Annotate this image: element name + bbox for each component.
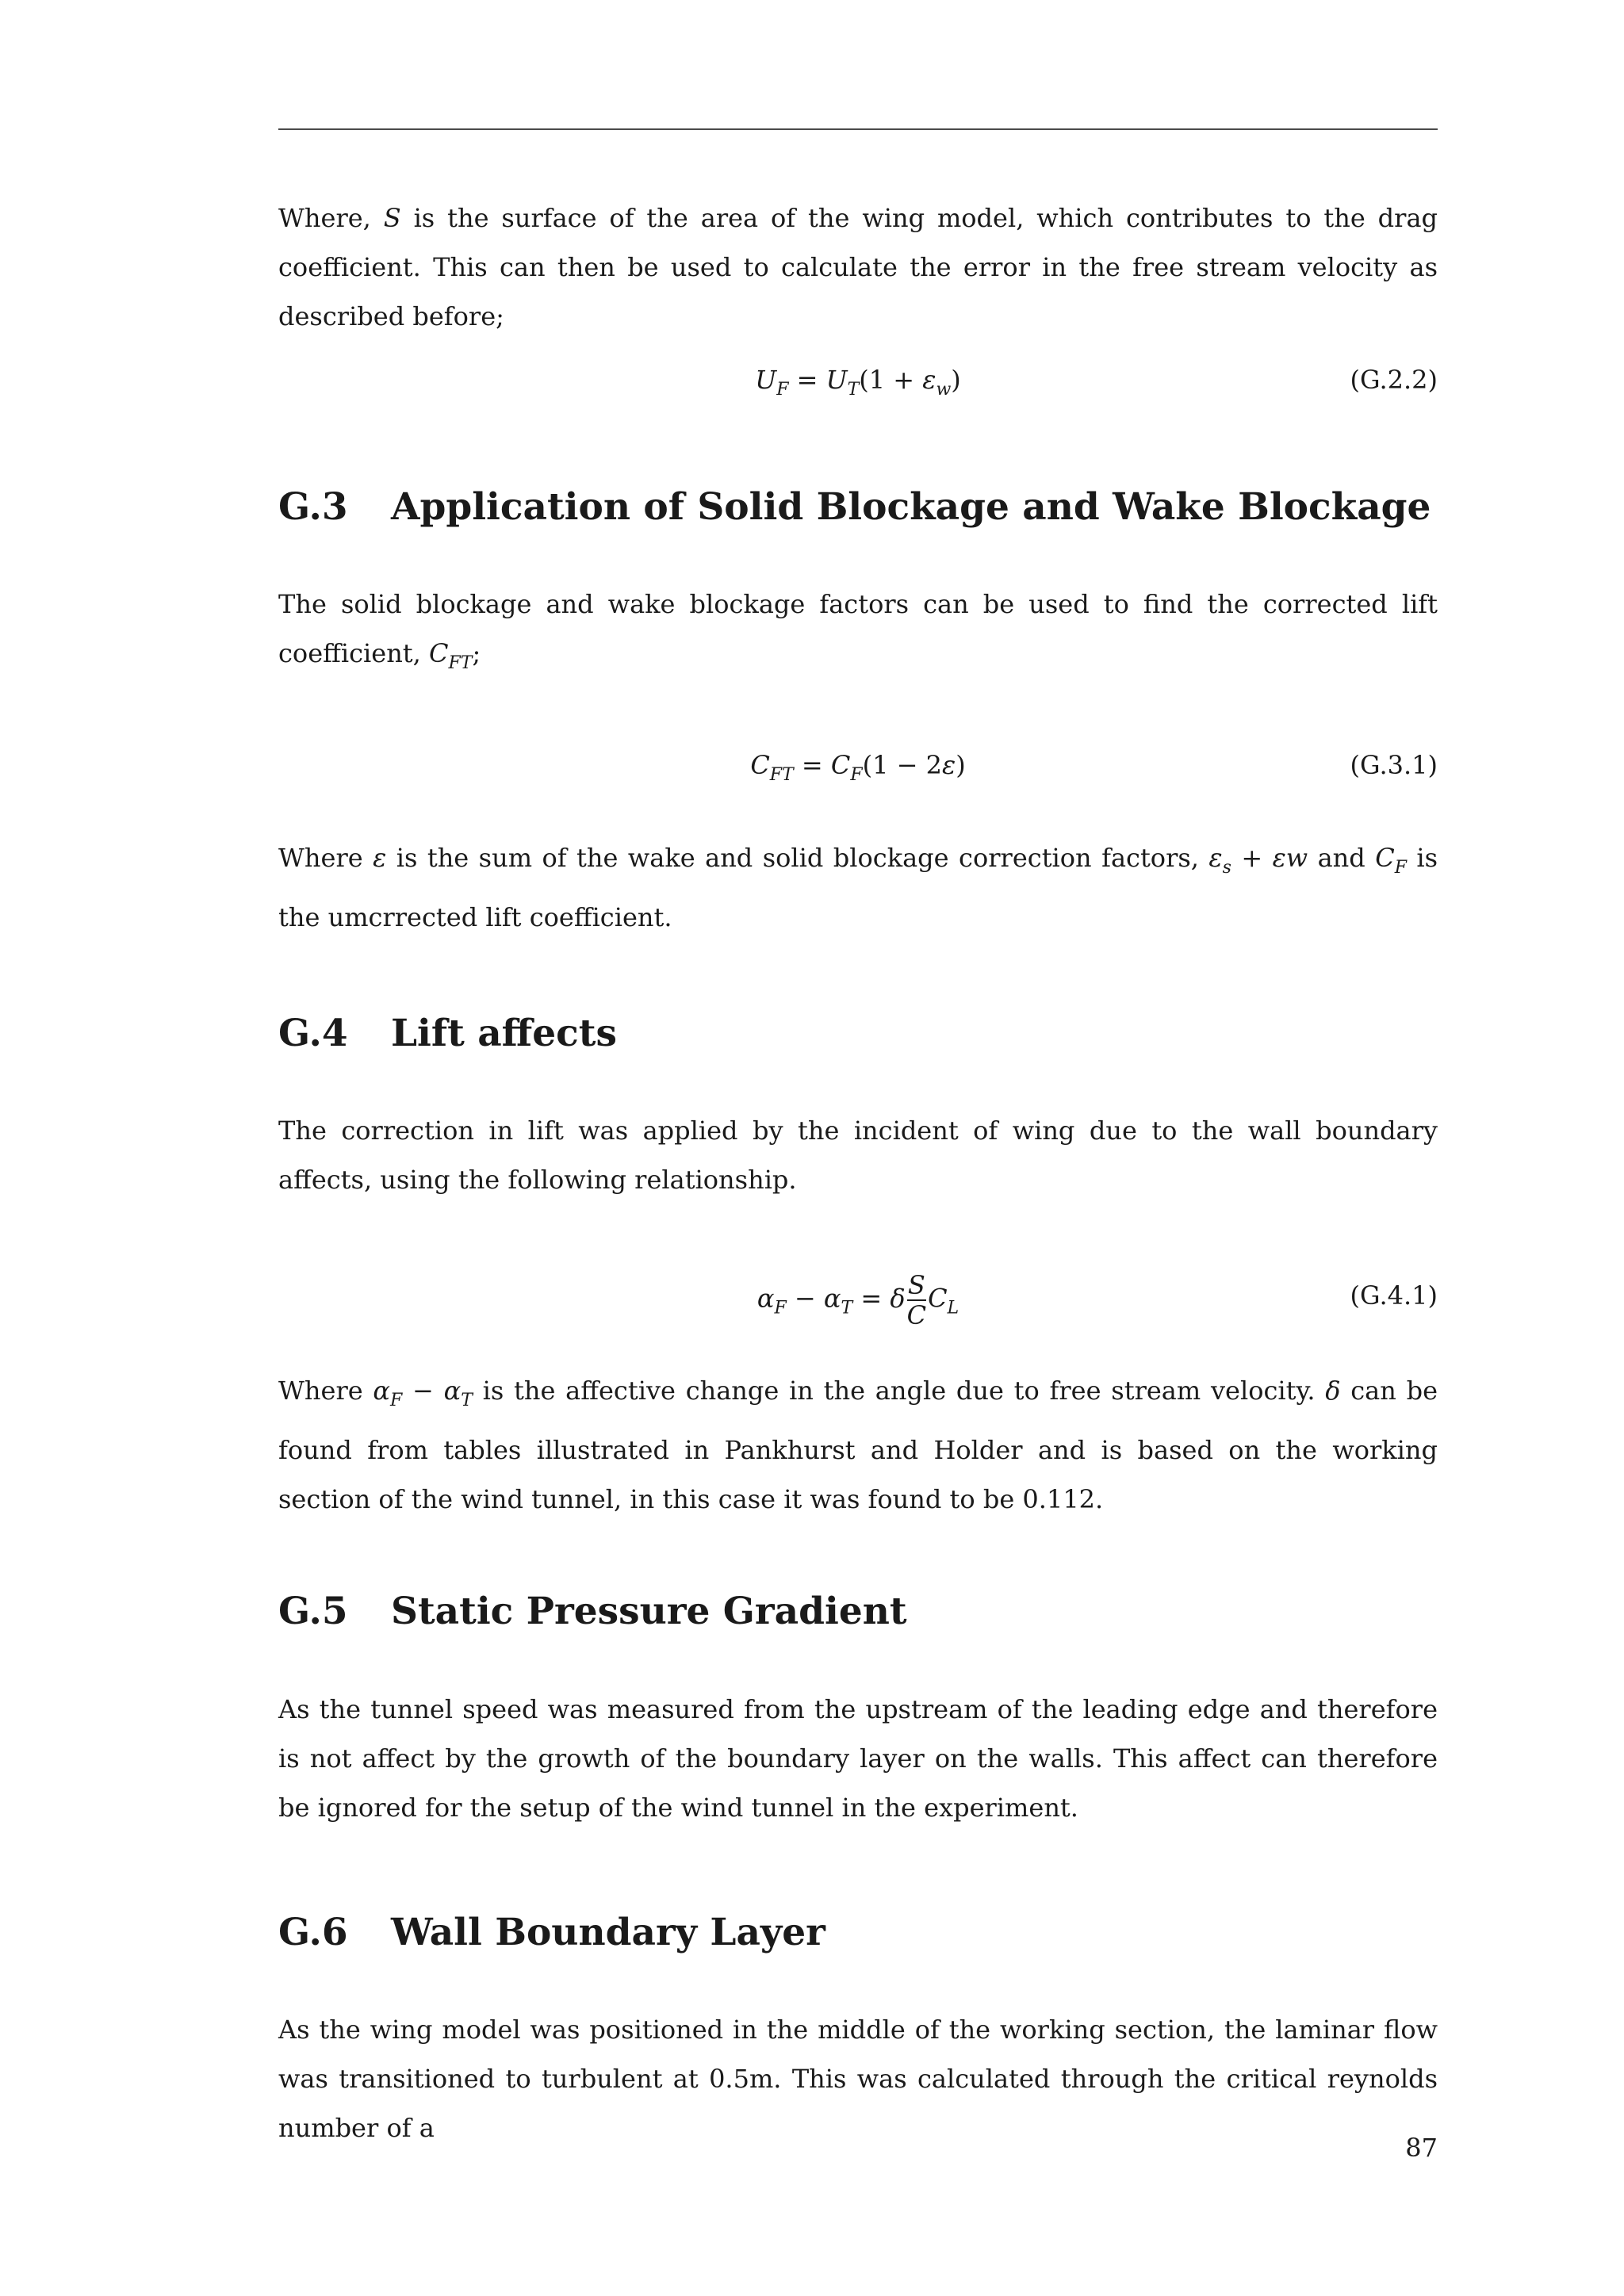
equation-number: (G.4.1) bbox=[1350, 1280, 1438, 1311]
math-subscript: s bbox=[1222, 858, 1231, 878]
paragraph-correction-factors bbox=[278, 833, 1438, 942]
text: is the umcrrected lift coefficient. bbox=[278, 843, 1438, 932]
math-symbol: C bbox=[429, 638, 449, 668]
math-symbol: ε bbox=[942, 750, 956, 780]
section-title: Wall Boundary Layer bbox=[391, 1911, 825, 1954]
math-operator: = bbox=[852, 1283, 891, 1314]
math-symbol: α bbox=[373, 1376, 391, 1406]
paragraph-angle-change bbox=[278, 1366, 1438, 1524]
math-symbol: S bbox=[383, 203, 401, 233]
math-symbol: C bbox=[1375, 843, 1395, 873]
equation-expression bbox=[278, 1271, 1438, 1334]
math-subscript: T bbox=[461, 1391, 473, 1410]
section-number: G.3 bbox=[278, 485, 348, 529]
math-symbol: C bbox=[928, 1283, 948, 1314]
section-heading-g4 bbox=[278, 1010, 617, 1058]
paragraph-pressure-gradient: As the tunnel speed was measured from the upstream of the leading edge and therefore is not affect by the growth of the boundary layer on the walls. This affect can therefore be ignored for the setup of the wind tunnel in the experiment. bbox=[278, 1694, 1438, 1823]
math-operator: = bbox=[788, 365, 826, 395]
section-number: G.6 bbox=[278, 1911, 348, 1954]
math-subscript: F bbox=[1394, 858, 1407, 878]
paragraph-solid-blockage bbox=[278, 580, 1438, 688]
math-subscript: w bbox=[936, 380, 952, 400]
math-symbol: α bbox=[823, 1283, 841, 1314]
math-symbol: ε bbox=[373, 843, 387, 873]
math-subscript: T bbox=[841, 1298, 853, 1318]
math-symbol: C bbox=[750, 750, 770, 780]
section-number: G.4 bbox=[278, 1012, 348, 1055]
math-symbol: δ bbox=[890, 1283, 906, 1314]
text: Where bbox=[278, 1376, 373, 1406]
math-symbol: δ bbox=[1325, 1376, 1341, 1406]
math-subscript: F bbox=[390, 1391, 403, 1410]
math-subscript: L bbox=[947, 1298, 959, 1318]
math-operator: − bbox=[786, 1283, 824, 1314]
section-title: Application of Solid Blockage and Wake Blockage bbox=[391, 485, 1431, 529]
header-rule bbox=[278, 128, 1438, 130]
section-number: G.5 bbox=[278, 1590, 348, 1633]
math-subscript: FT bbox=[448, 653, 473, 673]
math-symbol: U bbox=[825, 365, 848, 395]
paragraph-wall-boundary: As the wing model was positioned in the middle of the working section, the laminar flow was transitioned to turbulent at 0.5m. This was calculated through the critical reynolds number of a bbox=[278, 2015, 1438, 2143]
math-subscript: F bbox=[776, 380, 789, 400]
fraction-numerator: S bbox=[907, 1270, 925, 1300]
fraction-denominator: C bbox=[906, 1300, 927, 1330]
math-text: ) bbox=[956, 750, 966, 780]
page-number: 87 bbox=[1405, 2133, 1438, 2163]
math-symbol: C bbox=[830, 750, 851, 780]
equation-number: (G.2.2) bbox=[1350, 365, 1438, 395]
text: and bbox=[1308, 843, 1376, 873]
math-symbol: α bbox=[443, 1376, 462, 1406]
section-heading-g3 bbox=[278, 484, 1431, 531]
math-subscript: T bbox=[847, 380, 860, 400]
section-heading-g6 bbox=[278, 1909, 825, 1957]
math-text: (1 + bbox=[859, 365, 923, 395]
equation-g-2-2 bbox=[278, 355, 1438, 404]
text: is the surface of the area of the wing model, which contributes to the drag coefficient. This can then be used to calculate the error in the free stream velocity as described before; bbox=[278, 203, 1438, 331]
equation-expression bbox=[278, 740, 1438, 800]
math-fraction bbox=[907, 1271, 926, 1330]
text: Where, bbox=[278, 203, 384, 233]
math-text: ) bbox=[951, 365, 961, 395]
math-subscript: F bbox=[850, 765, 863, 785]
text: The solid blockage and wake blockage factors can be used to find the corrected lift coefficient, bbox=[278, 589, 1438, 668]
equation-number: (G.3.1) bbox=[1350, 750, 1438, 780]
math-operator: = bbox=[793, 750, 831, 780]
math-text: (1 − 2 bbox=[862, 750, 943, 780]
paragraph-lift-correction: The correction in lift was applied by the incident of wing due to the wall boundary affects, using the following relationship. bbox=[278, 1115, 1438, 1195]
equation-g-4-1 bbox=[278, 1270, 1438, 1330]
math-operator: + bbox=[1231, 843, 1273, 873]
text: Where bbox=[278, 843, 373, 873]
math-operator: − bbox=[402, 1376, 444, 1406]
math-subscript: F bbox=[774, 1298, 787, 1318]
math-symbol: ε bbox=[1208, 843, 1223, 873]
math-symbol: U bbox=[755, 365, 777, 395]
equation-expression bbox=[278, 355, 1438, 415]
math-symbol: α bbox=[756, 1283, 775, 1314]
paragraph-surface-area bbox=[278, 193, 1438, 341]
text: is the sum of the wake and solid blockage correction factors, bbox=[386, 843, 1209, 873]
text: is the affective change in the angle due to free stream velocity. bbox=[472, 1376, 1326, 1406]
math-symbol: ε bbox=[922, 365, 936, 395]
text: can be found from tables illustrated in Pankhurst and Holder and is based on the working section of the wind tunnel, in this case it was found to be 0.112. bbox=[278, 1376, 1438, 1514]
math-symbol: εw bbox=[1272, 843, 1308, 873]
equation-g-3-1 bbox=[278, 740, 1438, 790]
section-heading-g5 bbox=[278, 1588, 907, 1636]
section-title: Lift affects bbox=[391, 1012, 617, 1055]
math-subscript: FT bbox=[769, 765, 794, 785]
section-title: Static Pressure Gradient bbox=[391, 1590, 907, 1633]
text: ; bbox=[472, 638, 481, 668]
